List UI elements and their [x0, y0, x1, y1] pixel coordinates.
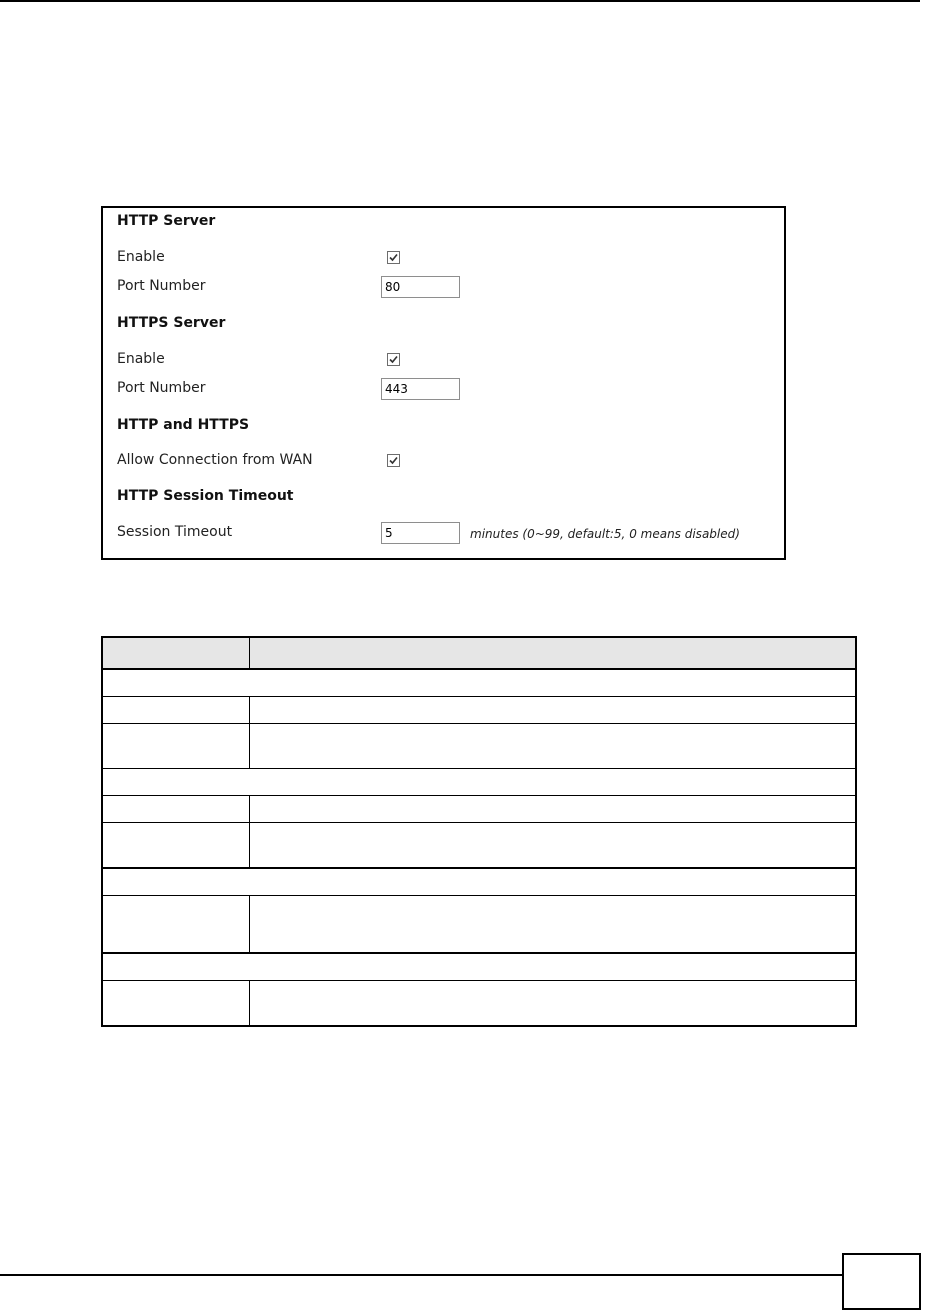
checkmark-icon	[389, 456, 398, 465]
http-port-label: Port Number	[117, 278, 206, 294]
checkmark-icon	[389, 253, 398, 262]
http-enable-label: Enable	[117, 249, 165, 265]
checkmark-icon	[389, 355, 398, 364]
session-timeout-input[interactable]: 5	[381, 522, 460, 544]
table-header-cell	[250, 637, 857, 669]
http-port-input[interactable]: 80	[381, 276, 460, 298]
http-server-title: HTTP Server	[117, 213, 216, 229]
allow-wan-checkbox[interactable]	[387, 454, 400, 467]
https-server-title: HTTPS Server	[117, 315, 226, 331]
table-header-cell	[102, 637, 250, 669]
table-section-row	[102, 868, 856, 896]
https-port-label: Port Number	[117, 380, 206, 396]
table-row	[102, 724, 856, 769]
allow-wan-label: Allow Connection from WAN	[117, 452, 313, 468]
page-header-rule	[0, 0, 920, 2]
page-number-box	[842, 1253, 921, 1310]
table-header-row	[102, 637, 856, 669]
http-enable-checkbox[interactable]	[387, 251, 400, 264]
session-timeout-label: Session Timeout	[117, 524, 233, 540]
https-enable-label: Enable	[117, 351, 165, 367]
session-timeout-title: HTTP Session Timeout	[117, 488, 294, 504]
https-enable-checkbox[interactable]	[387, 353, 400, 366]
table-row	[102, 896, 856, 954]
field-description-table	[101, 636, 857, 1027]
http-and-https-title: HTTP and HTTPS	[117, 417, 250, 433]
table-section-row	[102, 769, 856, 796]
session-timeout-hint: minutes (0~99, default:5, 0 means disabled)	[470, 527, 740, 541]
table-section-row	[102, 669, 856, 697]
table-row	[102, 697, 856, 724]
page-footer-rule	[0, 1274, 842, 1276]
https-port-input[interactable]: 443	[381, 378, 460, 400]
http-settings-panel	[101, 206, 786, 560]
table-row	[102, 823, 856, 869]
table-section-row	[102, 953, 856, 981]
table-row	[102, 796, 856, 823]
table-row	[102, 981, 856, 1027]
